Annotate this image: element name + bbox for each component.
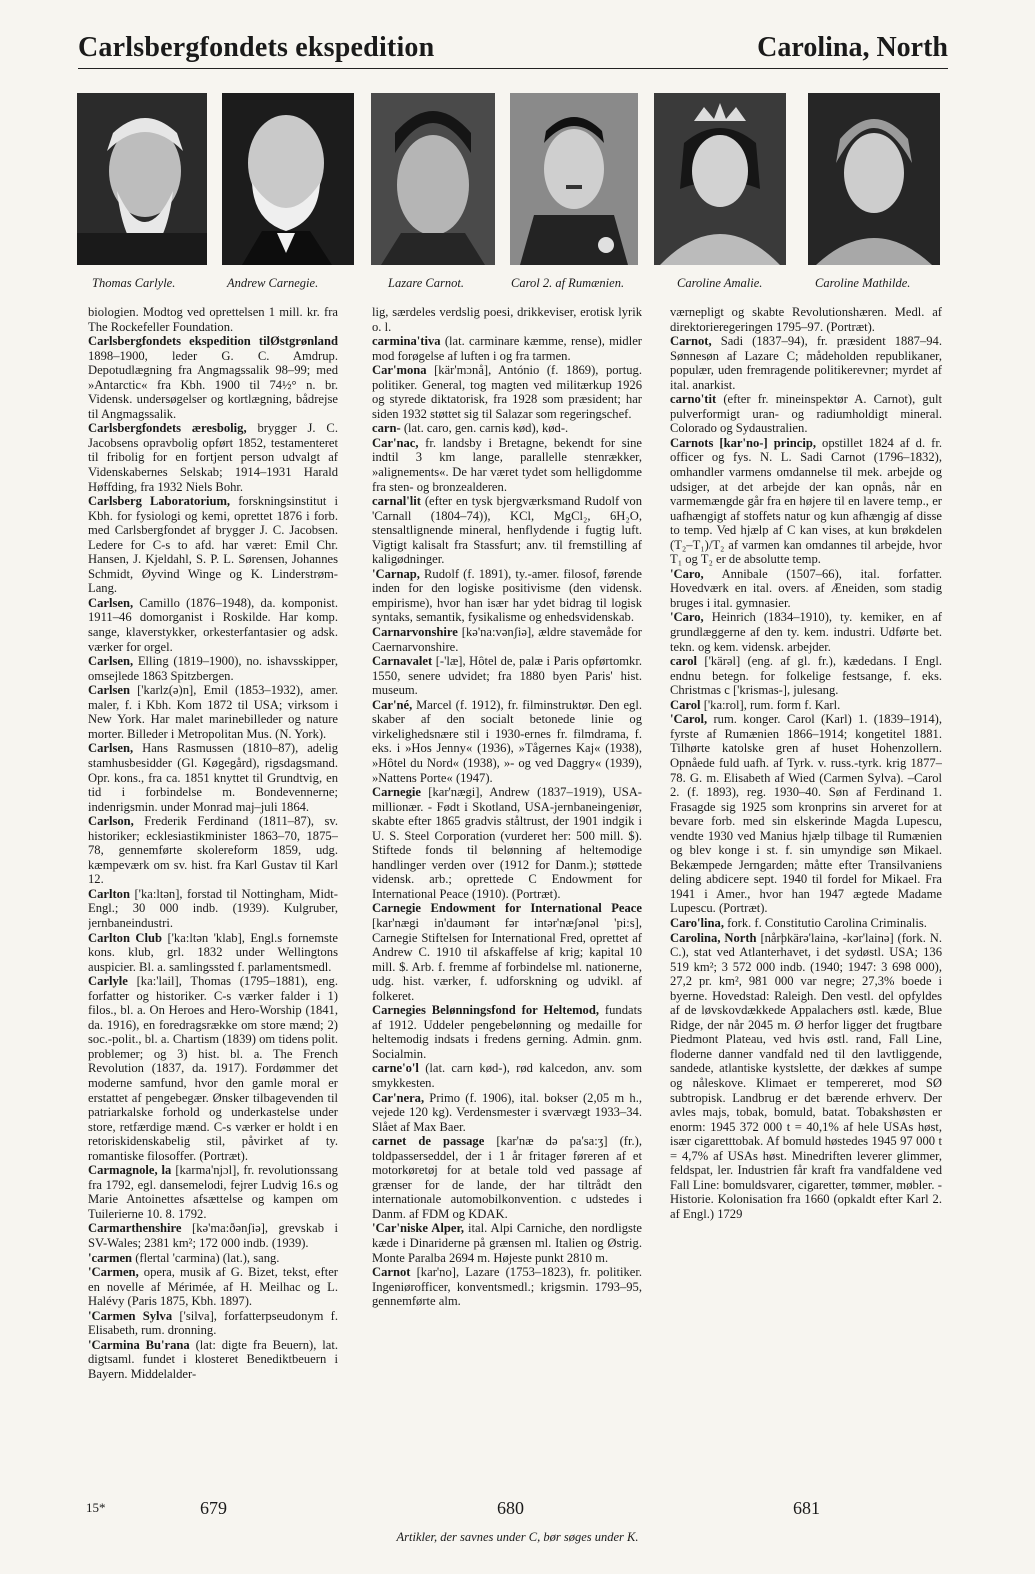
entry-text: (lat. caro, gen. carnis kød), kød-. <box>400 421 569 436</box>
dictionary-entry <box>88 421 338 494</box>
entry-headword: 'Carnap, <box>372 566 420 581</box>
entry-headword: 'Carol, <box>670 712 708 727</box>
entry-headword: 'Carmina Bu'rana <box>88 1337 190 1352</box>
entry-headword: Car'nac, <box>372 435 419 450</box>
dictionary-entry <box>372 1134 642 1221</box>
entry-headword: Carnarvonshire <box>372 625 458 640</box>
entry-text: biologien. Modtog ved oprettelsen 1 mill. kr. fra The Rockefeller Foundation. <box>88 305 338 334</box>
entry-headword: 'Caro, <box>670 566 704 581</box>
entry-headword: Carnegie <box>372 785 421 800</box>
entry-text: ['kärəl] (eng. af gl. fr.), kædedans. I Engl. endnu betegn. for folkelige festsange, f. eks. Christmas c ['krismas-], julesang. <box>670 654 942 698</box>
caption-lazare-carnot: Lazare Carnot. <box>388 276 464 290</box>
entry-text: (efter fr. mineinspektør A. Carnot), gult pulverformigt uran- og radiumholdigt mineral. Colorado og Sydaustralien. <box>670 392 942 436</box>
entry-headword: Carlsen, <box>88 595 134 610</box>
entry-text: Rudolf (f. 1891), ty.-amer. filosof, førende inden for den logiske positivisme (den vidensk. empirisme), hvor han især har ydet bidrag til logisk syntaks, semantik, fysikalisme og enhedsvidenskab. <box>372 566 642 625</box>
dictionary-entry <box>372 1061 642 1090</box>
dictionary-entry <box>88 887 338 931</box>
entry-text: [kə'ma:ðənʃiə], grevskab i SV-Wales; 2381 km²; 172 000 indb. (1939). <box>88 1221 338 1250</box>
dictionary-entry <box>88 334 338 421</box>
dictionary-entry <box>88 494 338 596</box>
text-column-right <box>670 305 942 1480</box>
entry-text: Elling (1819–1900), no. ishavsskipper, omsejlede 1863 Spitzbergen. <box>88 654 338 683</box>
entry-headword: 'Carmen, <box>88 1265 139 1280</box>
dictionary-entry <box>670 567 942 611</box>
portrait-icon <box>371 93 495 265</box>
text-column-left <box>88 305 338 1480</box>
page-number-left: 679 <box>200 1498 227 1518</box>
portrait-carlyle <box>77 93 207 265</box>
entry-text: opera, musik af G. Bizet, tekst, efter en novelle af Mérimée, af H. Meilhac og L. Halévy (Paris 1875, Kbh. 1897). <box>88 1265 338 1309</box>
footer-note: Artikler, der savnes under C, bør søges under K. <box>396 1530 639 1544</box>
dictionary-entry <box>372 785 642 901</box>
entry-text: 1898–1900, leder G. C. Amdrup. Depotudlægning fra Angmagssalik 98–99; med »Antarctic« fra Kbh. 1900 til 74½° n. br. Vidensk. undersøgelser og kortlægning, bådrejse til Angmagssalik. <box>88 348 338 421</box>
entry-text: rum. konger. Carol (Karl) 1. (1839–1914), fyrste af Rumænien 1866–1914; kongetitel 1881. Tilhørte katolske gren af huset Hohenzollern. Opnåede fuld uafh. af Tyrk. v. russ.-tyrk. krig 1877–78. G. m. Elisabeth af Wied (Carmen Sylva). –Carol 2. (f. 1893), reg. 1930–40. Søn af Ferdinand 1. Frasagde sig 1925 som kronprins sin arveret for at bevare forb. med sin elskerinde Magda Lupescu, vendte 1930 ved Manius hjælp tilbage til Rumænien og blev konge i st. f. sin umyndige søn Mikael. Bekæmpede Jerngarden; måtte efter Transilvaniens deling abdicere sept. 1940 til fordel for Mikael. Fra 1941 i Amer., hvor han 1947 ægtede Madame Lupescu. (Portræt). <box>670 712 942 916</box>
portrait-caroline-mathilde <box>808 93 940 265</box>
entry-headword: Carnegie Endowment for International Peace <box>372 901 642 916</box>
entry-headword: Carmarthenshire <box>88 1221 182 1236</box>
dictionary-entry <box>670 931 942 1222</box>
dictionary-entry <box>88 1221 338 1250</box>
entry-text: ['ka:ltən], forstad til Nottingham, Midt-Engl.; 30 000 indb. (1939). Kulgruber, jernbaneindustri. <box>88 886 338 930</box>
dictionary-entry <box>372 1091 642 1135</box>
entry-headword: Carlton Club <box>88 930 163 945</box>
entry-text: ['silva], forfatterpseudonym f. Elisabeth, rum. dronning. <box>88 1308 338 1338</box>
entry-headword: carol <box>670 654 698 669</box>
dictionary-entry <box>372 901 642 1003</box>
dictionary-entry <box>88 741 338 814</box>
dictionary-entry <box>670 334 942 392</box>
entry-headword: 'Car'niske Alper, <box>372 1221 465 1236</box>
entry-headword: Carlsbergfondets æresbolig, <box>88 421 247 436</box>
dictionary-entry <box>372 625 642 654</box>
entry-headword: Carnot <box>372 1265 411 1280</box>
entry-text: værnepligt og skabte Revolutionshæren. Medl. af direktorieregeringen 1795–97. (Portræt). <box>670 305 942 334</box>
entry-text: ['ka:ltən 'klab], Engl.s fornemste kons. klub, grl. 1832 under Wellingtons auspicier. Bl. a. samlingssted f. parlamentsmedl. <box>88 930 338 974</box>
caption-carol-2: Carol 2. af Rumænien. <box>511 276 625 290</box>
entry-headword: Carlsen, <box>88 741 134 756</box>
dictionary-entry <box>372 334 642 363</box>
portrait-icon <box>510 93 638 265</box>
dictionary-entry <box>372 567 642 625</box>
portrait-caroline-amalie <box>654 93 786 265</box>
dictionary-entry <box>88 974 338 1163</box>
dictionary-entry <box>88 305 338 334</box>
entry-text: ['karlz(ə)n], Emil (1853–1932), amer. maler, f. i Kbh. Kom 1872 til USA; virksom i New York. Har malet marinebilleder og nature morter. Billeder i Metropolitan Mus. (N. York). <box>88 683 338 741</box>
dictionary-entry <box>88 654 338 683</box>
entry-text: Annibale (1507–66), ital. forfatter. Hovedværk en ital. overs. af Æneiden, som stadig bruges i ital. gymnasier. <box>670 566 942 610</box>
header-first-entry: Carlsbergfondets ekspedition <box>78 32 435 63</box>
entry-text: lig, særdeles verdslig poesi, drikkeviser, erotisk lyrik o. l. <box>372 305 642 334</box>
entry-text: (lat. carn kød-), rød kalcedon, anv. som smykkesten. <box>372 1061 642 1090</box>
entry-headword: carn- <box>372 421 401 436</box>
caption-caroline-amalie: Caroline Amalie. <box>677 276 763 290</box>
dictionary-entry <box>372 654 642 698</box>
entry-headword: Carolina, North <box>670 930 757 945</box>
entry-headword: Car'nera, <box>372 1090 425 1105</box>
entry-text: (lat. carminare kæmme, rense), midler mod forøgelse af luften i og fra tarmen. <box>372 334 642 363</box>
dictionary-entry <box>670 712 942 916</box>
entry-text: Camillo (1876–1948), da. komponist. 1911–46 domorganist i Roskilde. Har komp. sange, klaverstykker, orkesterfantasier og adsk. værker for orgel. <box>88 595 338 654</box>
entry-text: Heinrich (1834–1910), ty. kemiker, en af grundlæggerne af den ty. kem. industri. Udførte bet. tekn. og kem. vidensk. arbejder. <box>670 610 942 654</box>
dictionary-entry <box>670 698 942 713</box>
signature-mark: 15* <box>86 1500 106 1515</box>
entry-headword: Carlsen, <box>88 654 134 669</box>
portrait-carnegie <box>222 93 354 265</box>
entry-headword: Carmagnole, la <box>88 1163 172 1178</box>
portrait-icon <box>654 93 786 265</box>
entry-text: Sadi (1837–94), fr. præsident 1887–94. Sønnesøn af Lazare C; mådeholden republikaner, populær, uden fremragende politikerevner; myrdet af ital. anarkist. <box>670 334 942 392</box>
header-last-entry: Carolina, North <box>757 32 948 63</box>
dictionary-entry <box>88 683 338 741</box>
entry-text: [kär'mɔnå], António (f. 1869), portug. politiker. General, tog magten ved militærkup 1926 og styrede diktatorisk, fra 1928 som præsident; har siden 1932 støttet sig til Salazar som regeringschef. <box>372 363 642 421</box>
entry-text: (efter en tysk bjergværksmand Rudolf von 'Carnall (1804–74)), KCl, MgCl₂, 6H₂O, stensaltlignende mineral, henflydende i fugtig luft. Vigtigt kalisalt fra Stassfurt; anv. til fremstilling af kaligødninger. <box>372 494 642 567</box>
entry-text: [nårþkärə'lainə, -kər'lainə] (fork. N. C.), stat ved Atlanterhavet, i det sydøstl. USA; 136 519 km²; 3 572 000 indb. (1940; 1947: 3 698 000), 27,2 pr. km², 981 000 var negre; 27,3% boede i byerne. Hovedstad: Raleigh. Den vestl. del opfyldes af de løvskovdækkede Appalachers østl. kæde, Blue Ridge, der når 2045 m. Ø herfor ligger det frugtbare Piedmont Plateau, ved hvis østl. rand, Fall Line, floderne danner vandfald ned til den lavtliggende, sandede, atlantiske kystslette, der dækkes af sumpe og nåleskove. Klimaet er tempereret, mod SØ subtropisk. Landbrug er det bærende erhverv. Der avles majs, tobak, bomuld, batat. Tobakshøsten er enorm: 1945 372 000 t = 40,1% af hele USAs høst, især cigaretttobak. Af bomuld høstedes 1945 97 000 t = 4,7% af USAs høst. Minedriften leverer glimmer, feldspat, ler. Industrien får kraft fra vandfaldene ved Fall Line: bomuldsvarer, cigaretter, tømmer, møbler. - Historie. Kolonisation fra 1660 (opkaldt efter Karl 2. af Engl.) 1729 <box>670 930 942 1221</box>
portrait-icon <box>77 93 207 265</box>
dictionary-entry <box>88 814 338 887</box>
portrait-icon <box>808 93 940 265</box>
entry-text: fr. landsby i Bretagne, bekendt for sine indtil 3 km lange, parallelle stenrækker, »alignements«. De har været tydet som helligdomme fra sten- og bronzealderen. <box>372 435 642 494</box>
entry-text: ['ka:rol], rum. form f. Karl. <box>700 697 841 712</box>
entry-headword: Car'mona <box>372 363 427 378</box>
entry-text: forskningsinstitut i Kbh. for fysiologi og kemi, oprettet 1876 i forb. med Carlsbergfondet af brygger J. C. Jacobsen. Ledere for C-s to afd. har været: Emil Chr. Hansen, J. Kjeldahl, S. P. L. Sørensen, Johannes Schmidt, Øyvind Winge og K. Linderstrøm-Lang. <box>88 494 338 596</box>
dictionary-entry <box>372 305 642 334</box>
entry-text: [kar'nægi], Andrew (1837–1919), USA-millionær. - Født i Skotland, USA-jernbaneingeniør, skabte efter 1865 gradvis ståltrust, der 1901 indgik i U. S. Steel Corporation (vurderet her: 500 mill. $). Stiftede fonds til belønning af heltemodige handlinger verden over (1912 for Danm.); støttede vidensk. arb.; oprettede C Endowment for International Peace (1910). (Portræt). <box>372 785 642 901</box>
caption-caroline-mathilde: Caroline Mathilde. <box>815 276 911 290</box>
entry-headword: Carlton <box>88 886 130 901</box>
caption-carlyle: Thomas Carlyle. <box>92 276 176 290</box>
entry-text: opstillet 1824 af d. fr. officer og fys. N. L. Sadi Carnot (1796–1832), omhandler varmens omdannelse til mek. arbejde og udsiger, at det arbejde der kan opnås, når en varmemængde går fra en højere til en lavere temp., er uafhængigt af stoffets natur og kun afhængig af disse to temp. Ved hjælp af C kan vises, at kun brøkdelen (T₂–T₁)/T₂ af varmen kan omdannes til arbejde, hvor T₁ og T₂ er de absolutte temp. <box>670 435 942 567</box>
page-number-right: 681 <box>793 1498 820 1518</box>
entry-text: [karma'njɔl], fr. revolutionssang fra 1792, egl. dansemelodi, fejrer Ludvig 16.s og Marie Antoinettes afsættelse og kampen om Tuilerierne 10. 8. 1792. <box>88 1163 338 1221</box>
entry-headword: Carol <box>670 697 701 712</box>
dictionary-entry <box>372 436 642 494</box>
entry-headword: Carnot, <box>670 334 712 349</box>
dictionary-entry <box>88 1265 338 1309</box>
entry-text: [kə'na:vənʃiə], ældre stavemåde for Caernarvonshire. <box>372 625 642 654</box>
entry-headword: 'Carmen Sylva <box>88 1308 173 1323</box>
entry-text: [kar'næ də pa'sa:ʒ] (fr.), toldpasserseddel, der i 1 år fritager føreren af et motorkøretøj for at betale told ved passage af grænser for de lande, der har tiltrådt den internationale automobilkonvention. c udstedes i Danm. af FDM og KDAK. <box>372 1134 642 1221</box>
entry-text: [kar'no], Lazare (1753–1823), fr. politiker. Ingeniørofficer, konventsmedl.; krigsmin. 1793–95, gennemførte alm. <box>372 1265 642 1309</box>
dictionary-entry <box>372 1265 642 1309</box>
entry-headword: Carlsberg Laboratorium, <box>88 494 231 509</box>
dictionary-entry <box>372 494 642 567</box>
entry-headword: Carnegies Belønningsfond for Heltemod, <box>372 1003 600 1018</box>
entry-headword: carnal'lit <box>372 494 421 509</box>
entry-headword: carmina'tiva <box>372 334 441 349</box>
entry-headword: Carlsbergfondets ekspedition tilØstgrønland <box>88 334 338 349</box>
entry-headword: Car'né, <box>372 697 413 712</box>
dictionary-entry <box>670 392 942 436</box>
entry-headword: 'Caro, <box>670 610 704 625</box>
entry-text: Primo (f. 1906), ital. bokser (2,05 m h., vejede 120 kg). Verdensmester i sværvægt 1933–34. Slået af Max Baer. <box>372 1090 642 1134</box>
entry-text: Frederik Ferdinand (1811–87), sv. historiker; ecklesiastikminister 1863–70, 1875–78, gennemførte skolereform 1859, udg. kæmpeværk om sv. hist. fra Karl Gustav til Karl 12. <box>88 814 338 887</box>
dictionary-entry <box>670 654 942 698</box>
portrait-carol-2 <box>510 93 638 265</box>
entry-text: brygger J. C. Jacobsens opravbolig opført 1852, testamenteret til fribolig for en fortjent person udvalgt af Videnskabernes Selskab; 1914–1931 Harald Høffding, fra 1932 Niels Bohr. <box>88 421 338 494</box>
entry-headword: 'carmen <box>88 1250 133 1265</box>
dictionary-entry <box>372 698 642 785</box>
entry-text: fundats af 1912. Uddeler pengebelønning og medaille for heltemodig indsats i fredens gerning. Admin. gnm. Socialmin. <box>372 1003 642 1061</box>
dictionary-entry <box>372 1221 642 1265</box>
entry-text: (lat: digte fra Beuern), lat. digtsaml. fundet i klosteret Benediktbeuern i Bayern. Middelalder- <box>88 1337 338 1381</box>
dictionary-entry <box>88 1338 338 1382</box>
dictionary-entry <box>372 363 642 421</box>
entry-text: [kar'nægi in'daumənt fər intər'næʃənəl 'pi:s], Carnegie Stiftelsen for International Fred, oprettet af Andrew C. 1910 til afskaffelse af krig; kapital 10 mill. $. Arb. f. fremme af forbindelse ml. nationerne, udg. hist. værker, f. udforskning og udvikl. af folkeret. <box>372 915 642 1003</box>
entry-headword: carnet de passage <box>372 1134 485 1149</box>
entry-text: [-'læ], Hôtel de, palæ i Paris opførtomkr. 1550, senere udvidet; fra 1880 byen Paris' hist. museum. <box>372 654 642 698</box>
entry-headword: Carlson, <box>88 814 134 829</box>
entry-headword: Carlyle <box>88 974 128 989</box>
caption-carnegie: Andrew Carnegie. <box>227 276 319 290</box>
entry-text: ital. Alpi Carniche, den nordligste kæde i Dinariderne på grænsen ml. Italien og Østrig. Monte Paralba 2694 m. Højeste punkt 2810 m. <box>372 1221 642 1265</box>
entry-text: fork. f. Constitutio Carolina Criminalis. <box>724 915 927 930</box>
dictionary-entry <box>88 596 338 654</box>
dictionary-entry <box>670 305 942 334</box>
dictionary-entry <box>372 1003 642 1061</box>
entry-headword: Caro'lina, <box>670 915 724 930</box>
portrait-icon <box>222 93 354 265</box>
dictionary-entry <box>670 610 942 654</box>
page-number-center: 680 <box>497 1498 524 1518</box>
portrait-lazare-carnot <box>371 93 495 265</box>
entry-text: [ka:'lail], Thomas (1795–1881), eng. forfatter og historiker. C-s værker falder i 1) filos., bl. a. On Heroes and Hero-Worship (1841, da. 1916), en foredragsrække om store mænd; 2) soc.-polit., bl. a. Chartism (1839) om tidens polit. problemer; og 3) hist. bl. a. The French Revolution (1837, da. 1917). Fordømmer det moderne samfund, hvor den gamle moral er erstattet af pengebegær. Ønsker tilbagevenden til patriarkalske forhold og underkastelse under store, retfærdige mænd. C-s værker er holdt i en retoriskidenskabelig stil, påvirket af ty. romantiske filosoffer. (Portræt). <box>88 974 338 1163</box>
entry-text: Marcel (f. 1912), fr. filminstruktør. Den egl. skaber af den socialt betonede linie og virkelighedsnære stil i 1930-ernes fr. filmdrama, f. eks. i »Hos Jenny« (1936), »Tågernes Kaj« (1938), »Hôtel du Nord« (1938), »- og ved Daggry« (1939), »Nattens Porte« (1947). <box>372 697 642 785</box>
dictionary-entry <box>88 931 338 975</box>
dictionary-entry <box>88 1163 338 1221</box>
entry-text: (flertal 'carmina) (lat.), sang. <box>132 1250 280 1265</box>
dictionary-entry <box>670 916 942 931</box>
dictionary-entry <box>670 436 942 567</box>
entry-headword: Carnavalet <box>372 654 433 669</box>
entry-headword: carno'tit <box>670 392 717 407</box>
entry-headword: Carlsen <box>88 683 130 698</box>
text-column-middle <box>372 305 642 1465</box>
entry-headword: carne'o'l <box>372 1061 419 1076</box>
dictionary-entry <box>88 1251 338 1266</box>
running-header <box>78 30 948 69</box>
entry-text: Hans Rasmussen (1810–87), adelig stamhusbesidder (Gl. Køgegård), rigsdagsmand. Opr. kons., fra ca. 1851 knyttet til Grundtvig, en tid i forbindelse m. Bondevennerne; indenrigsmin. under Monrad maj–juli 1864. <box>88 741 338 814</box>
entry-headword: Carnots [kar'no-] princip, <box>670 435 817 450</box>
dictionary-entry <box>372 421 642 436</box>
dictionary-entry <box>88 1309 338 1338</box>
